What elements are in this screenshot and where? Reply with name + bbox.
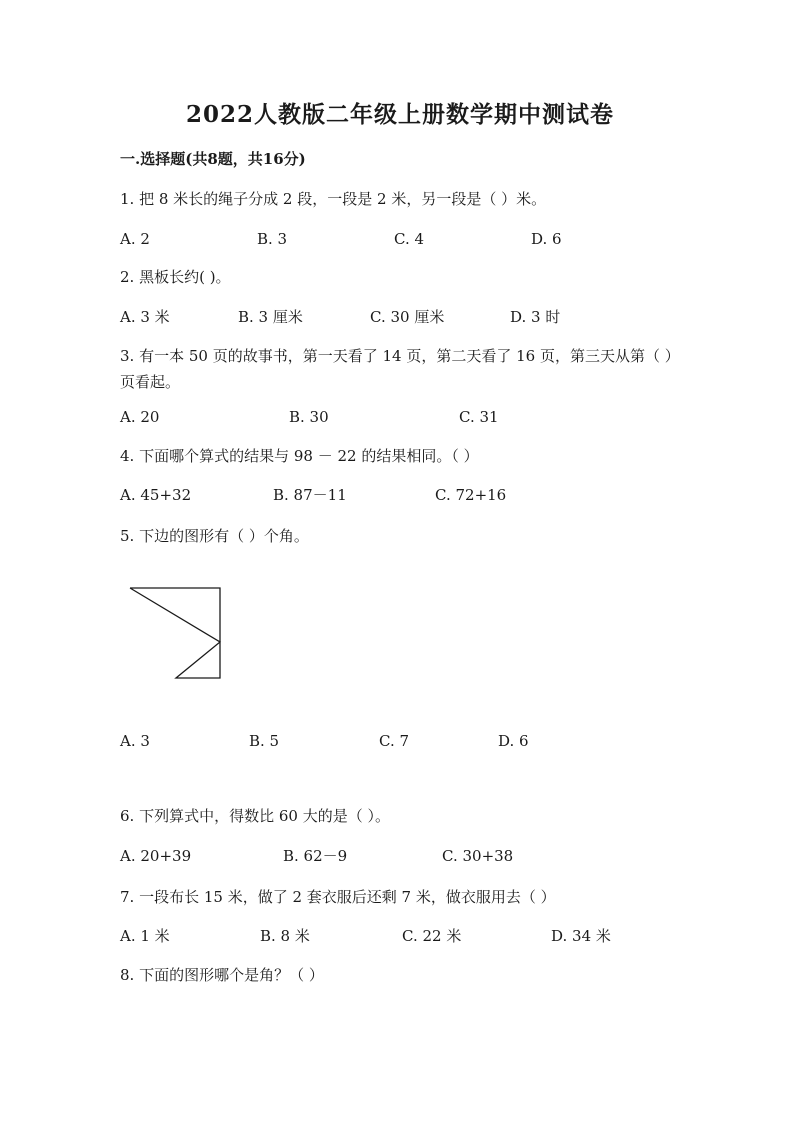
question-7: 7. 一段布长 15 米，做了 2 套衣服后还剩 7 米，做衣服用去（ ） <box>120 888 556 906</box>
q1-option-d: D. 6 <box>531 230 562 248</box>
question-1: 1. 把 8 米长的绳子分成 2 段，一段是 2 米，另一段是（ ）米。 <box>120 190 547 208</box>
q6-option-c: C. 30+38 <box>442 847 514 865</box>
q7-option-c: C. 22 米 <box>402 927 462 945</box>
q6-option-b: B. 62－9 <box>283 847 348 865</box>
q6-option-a: A. 20+39 <box>120 847 192 865</box>
question-6: 6. 下列算式中，得数比 60 大的是（ ）。 <box>120 807 390 825</box>
q7-option-a: A. 1 米 <box>120 927 170 945</box>
question-2: 2. 黑板长约( )。 <box>120 268 231 286</box>
q3-option-b: B. 30 <box>289 408 329 426</box>
q7-option-b: B. 8 米 <box>260 927 310 945</box>
q1-option-b: B. 3 <box>257 230 288 248</box>
q1-option-a: A. 2 <box>120 230 150 248</box>
q4-option-c: C. 72+16 <box>435 486 507 504</box>
q5-option-b: B. 5 <box>249 732 280 750</box>
q2-option-d: D. 3 时 <box>510 308 561 326</box>
q4-option-a: A. 45+32 <box>120 486 192 504</box>
q5-option-c: C. 7 <box>379 732 410 750</box>
q2-option-c: C. 30 厘米 <box>370 308 445 326</box>
q2-option-a: A. 3 米 <box>120 308 170 326</box>
q1-option-c: C. 4 <box>394 230 425 248</box>
question-3: 3. 有一本 50 页的故事书，第一天看了 14 页，第二天看了 16 页，第三天从第（ ）页看起。 <box>120 347 680 391</box>
question-5: 5. 下边的图形有（ ）个角。 <box>120 527 309 545</box>
q3-option-a: A. 20 <box>120 408 160 426</box>
angle-figure <box>125 582 225 682</box>
question-4: 4. 下面哪个算式的结果与 98 － 22 的结果相同。（ ） <box>120 447 479 465</box>
section-heading: 一.选择题(共8题，共16分) <box>120 150 306 168</box>
q5-option-a: A. 3 <box>120 732 150 750</box>
question-8: 8. 下面的图形哪个是角？（ ） <box>120 966 324 984</box>
angle-figure-outline <box>130 588 220 678</box>
q3-option-c: C. 31 <box>459 408 499 426</box>
q7-option-d: D. 34 米 <box>551 927 611 945</box>
page-title: 2022人教版二年级上册数学期中测试卷 <box>185 101 614 128</box>
q5-option-d: D. 6 <box>498 732 529 750</box>
q4-option-b: B. 87－11 <box>273 486 347 504</box>
q2-option-b: B. 3 厘米 <box>238 308 303 326</box>
